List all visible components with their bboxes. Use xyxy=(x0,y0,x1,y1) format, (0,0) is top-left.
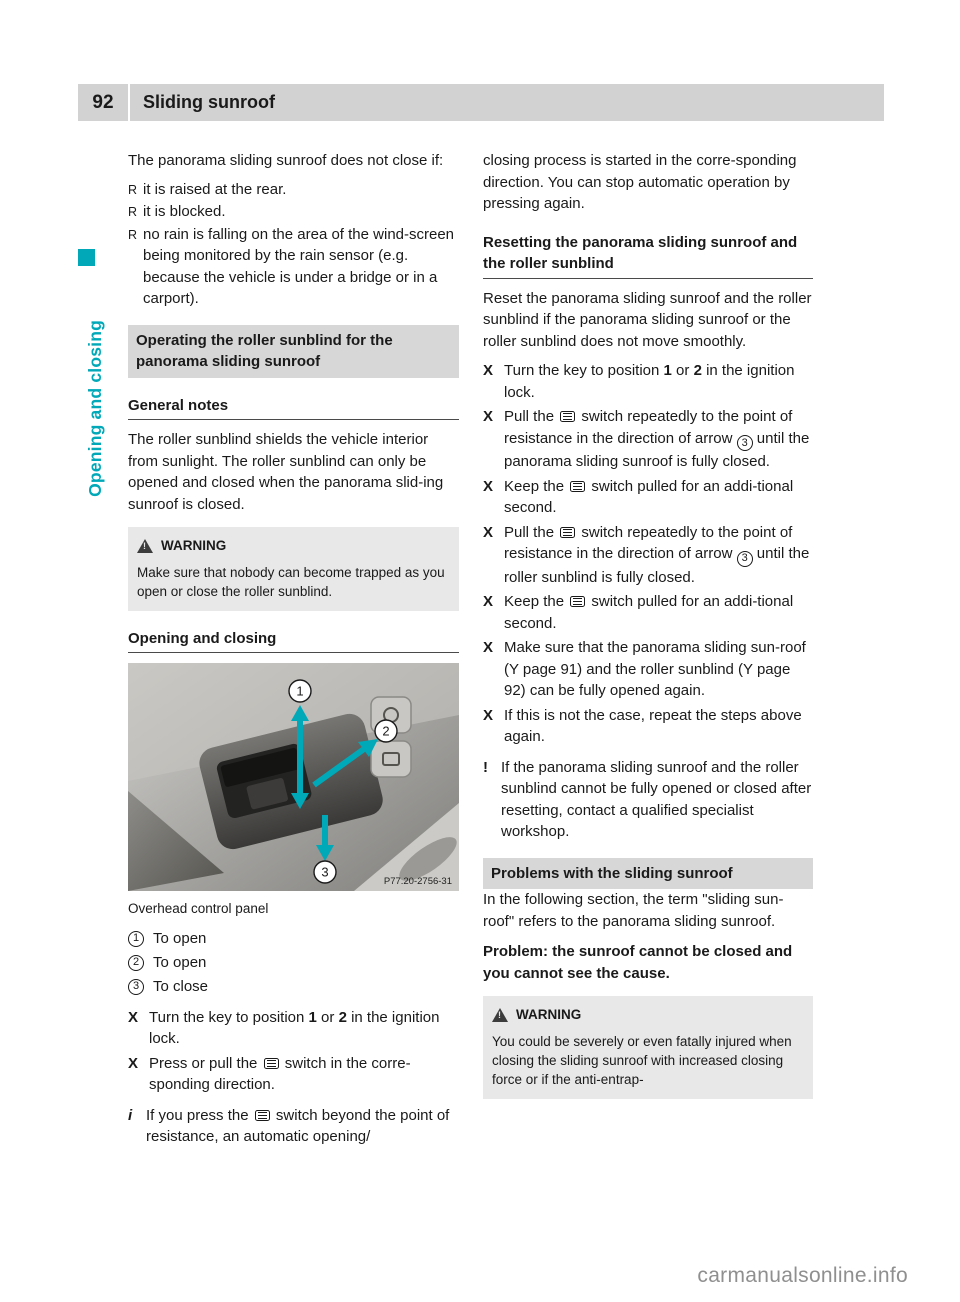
warning-triangle-icon: ! xyxy=(137,539,153,553)
figure-callout-reference: 3 xyxy=(737,551,753,567)
opening-closing-heading: Opening and closing xyxy=(128,628,459,654)
instruction-step xyxy=(128,1053,459,1096)
text-segment: page 92) can be fully opened again. xyxy=(504,660,791,699)
text-segment: until the roller sunblind is fully closed. xyxy=(504,545,810,586)
rocker-switch-icon xyxy=(560,527,575,538)
page-number: 92 xyxy=(92,91,114,113)
callout-2-symbol: 2 xyxy=(128,955,144,971)
warning-text: Make sure that nobody can become trapped as you open or close the roller sunblind. xyxy=(137,564,445,599)
header-divider xyxy=(128,84,130,121)
warning-label: WARNING xyxy=(161,538,227,553)
text-segment: switch repeatedly to the point of resistance in the direction of arrow xyxy=(504,408,793,447)
instruction-step xyxy=(483,705,813,748)
figure-callout-reference: 3 xyxy=(737,435,753,451)
bullet-item xyxy=(128,224,459,310)
step-text xyxy=(504,522,813,589)
rocker-switch-icon xyxy=(570,596,585,607)
step-arrow-icon: X xyxy=(483,477,494,495)
text-segment: Turn the key to position xyxy=(504,362,664,379)
instruction-steps xyxy=(128,1007,459,1096)
continued-paragraph: closing process is started in the corre-sponding direction. You can stop automatic operation by pressing again. xyxy=(483,152,797,212)
instruction-step xyxy=(483,360,813,403)
text-segment: switch pulled for an addi-tional second. xyxy=(504,477,794,516)
legend-item: 1 To open xyxy=(128,927,459,951)
general-notes-paragraph: The roller sunblind shields the vehicle interior from sunlight. The roller sunblind can only be opened and closed when the panorama slid-ing sunroof is closed. xyxy=(128,431,444,513)
step-text xyxy=(504,406,813,473)
reset-steps xyxy=(483,360,813,748)
instruction-step xyxy=(128,1007,459,1050)
bullet-icon: R xyxy=(128,227,138,242)
rocker-switch-icon xyxy=(255,1110,270,1121)
text-segment: 2 xyxy=(338,1008,347,1026)
step-text xyxy=(504,476,813,519)
figure-caption: Overhead control panel xyxy=(128,901,269,916)
text-segment: Y xyxy=(509,660,519,678)
info-note xyxy=(128,1105,459,1148)
step-arrow-icon: X xyxy=(483,639,494,656)
legend-item: 2 To open xyxy=(128,951,459,975)
legend-item: 3 To close xyxy=(128,975,459,999)
step-arrow-icon: X xyxy=(483,408,494,425)
warning-label: WARNING xyxy=(516,1007,582,1022)
attention-note xyxy=(483,757,813,843)
bullet-text: no rain is falling on the area of the wind-screen being monitored by the rain sensor (e.g. because the vehicle is under a bridge or in a carport). xyxy=(143,225,455,307)
callout-2: 2 xyxy=(382,723,390,739)
bullet-icon: R xyxy=(128,182,138,197)
info-icon: i xyxy=(128,1106,133,1124)
bullet-text: it is blocked. xyxy=(143,203,226,220)
warning-header xyxy=(137,535,450,557)
chapter-title: Sliding sunroof xyxy=(143,92,275,112)
text-segment: or xyxy=(316,1008,339,1026)
rocker-switch-icon xyxy=(570,481,585,492)
text-segment: Keep the xyxy=(504,593,569,610)
site-watermark: carmanualsonline.info xyxy=(697,1264,908,1287)
callout-1-symbol: 1 xyxy=(128,931,144,947)
callout-3-symbol: 3 xyxy=(128,979,144,995)
text-segment: Pull the xyxy=(504,408,559,425)
step-arrow-icon: X xyxy=(128,1008,139,1026)
bullet-item xyxy=(128,179,459,202)
rocker-switch-icon xyxy=(560,411,575,422)
text-segment: until the panorama sliding sunroof is fully closed. xyxy=(504,429,810,470)
intro-paragraph: The panorama sliding sunroof does not close if: xyxy=(128,152,444,169)
instruction-step xyxy=(483,476,813,519)
text-segment: Pull the xyxy=(504,523,559,541)
attention-icon: ! xyxy=(483,758,488,776)
text-segment: in the ignition lock. xyxy=(149,1008,440,1047)
photo-reference-number: P77.20-2756-31 xyxy=(383,876,452,887)
problems-paragraph: In the following section, the term "sliding sun-roof" refers to the panorama sliding sunroof. xyxy=(483,891,784,930)
problem-statement: Problem: the sunroof cannot be closed and you cannot see the cause. xyxy=(483,943,793,982)
callout-legend xyxy=(128,927,459,999)
text-segment: Keep the xyxy=(504,477,569,495)
subsection-box-heading: Operating the roller sunblind for the panorama sliding sunroof xyxy=(128,325,459,378)
instruction-step xyxy=(483,522,813,589)
text-segment: switch pulled for an addi-tional second. xyxy=(504,593,794,632)
instruction-step xyxy=(483,591,813,634)
step-arrow-icon: X xyxy=(128,1054,139,1072)
step-arrow-icon: X xyxy=(483,593,494,610)
left-column xyxy=(128,150,459,1148)
bullet-item xyxy=(128,201,459,224)
instruction-step xyxy=(483,637,813,702)
text-segment: or xyxy=(671,362,694,379)
step-arrow-icon: X xyxy=(483,523,494,541)
step-text xyxy=(504,637,813,702)
text-segment: Press or pull the xyxy=(149,1054,262,1072)
attention-note-text: If the panorama sliding sunroof and the roller sunblind cannot be fully opened or closed after resetting, contact a qualified specialist workshop. xyxy=(501,758,812,840)
step-text xyxy=(504,591,813,634)
step-text xyxy=(504,360,813,403)
rocker-switch-icon xyxy=(264,1058,279,1069)
warning-triangle-icon: ! xyxy=(492,1008,508,1022)
text-segment: If you press the xyxy=(146,1106,253,1124)
warning-header xyxy=(492,1004,804,1026)
text-segment: 2 xyxy=(693,362,702,379)
overhead-console-photo xyxy=(128,663,459,891)
step-arrow-icon: X xyxy=(483,362,494,379)
condition-bullet-list xyxy=(128,179,459,310)
bullet-icon: R xyxy=(128,205,138,219)
page-header xyxy=(78,84,884,121)
chapter-marker-square xyxy=(78,249,95,266)
text-segment: Y xyxy=(743,660,753,678)
text-segment: Turn the key to position xyxy=(149,1008,309,1026)
callout-1: 1 xyxy=(296,683,304,699)
general-notes-heading: General notes xyxy=(128,395,459,421)
text-segment: switch repeatedly to the point of resistance in the direction of arrow xyxy=(504,523,793,562)
bullet-text: it is raised at the rear. xyxy=(143,180,287,198)
warning-box xyxy=(128,527,459,611)
text-segment: 1 xyxy=(308,1008,317,1026)
overhead-panel-figure xyxy=(128,663,459,920)
text-segment: If this is not the case, repeat the steps above again. xyxy=(504,706,802,745)
resetting-paragraph: Reset the panorama sliding sunroof and the roller sunblind if the panorama sliding sunroof or the roller sunblind does not move smoothly. xyxy=(483,289,812,350)
text-segment: switch beyond the point of resistance, an automatic opening/ xyxy=(146,1106,450,1145)
callout-3: 3 xyxy=(321,864,329,880)
text-segment: page 91) and the roller sunblind ( xyxy=(518,660,744,678)
chapter-sidebar-label: Opening and closing xyxy=(85,320,105,497)
instruction-step xyxy=(483,406,813,473)
resetting-heading: Resetting the panorama sliding sunroof and the roller sunblind xyxy=(483,232,813,279)
right-column xyxy=(483,150,813,1099)
step-text xyxy=(149,1007,459,1050)
step-arrow-icon: X xyxy=(483,706,494,724)
text-segment: Make sure that the panorama sliding sun-roof ( xyxy=(504,639,806,678)
warning-text: You could be severely or even fatally injured when closing the sliding sunroof with increased closing force or if the anti-entrap- xyxy=(492,1033,792,1087)
text-segment: in the ignition lock. xyxy=(504,362,795,401)
text-segment: 1 xyxy=(663,362,672,379)
problems-box-heading: Problems with the sliding sunroof xyxy=(483,858,813,890)
warning-box xyxy=(483,996,813,1099)
text-segment: switch in the corre-sponding direction. xyxy=(149,1054,411,1093)
step-text xyxy=(504,705,813,748)
step-text xyxy=(149,1053,459,1096)
info-note-text xyxy=(146,1105,459,1148)
